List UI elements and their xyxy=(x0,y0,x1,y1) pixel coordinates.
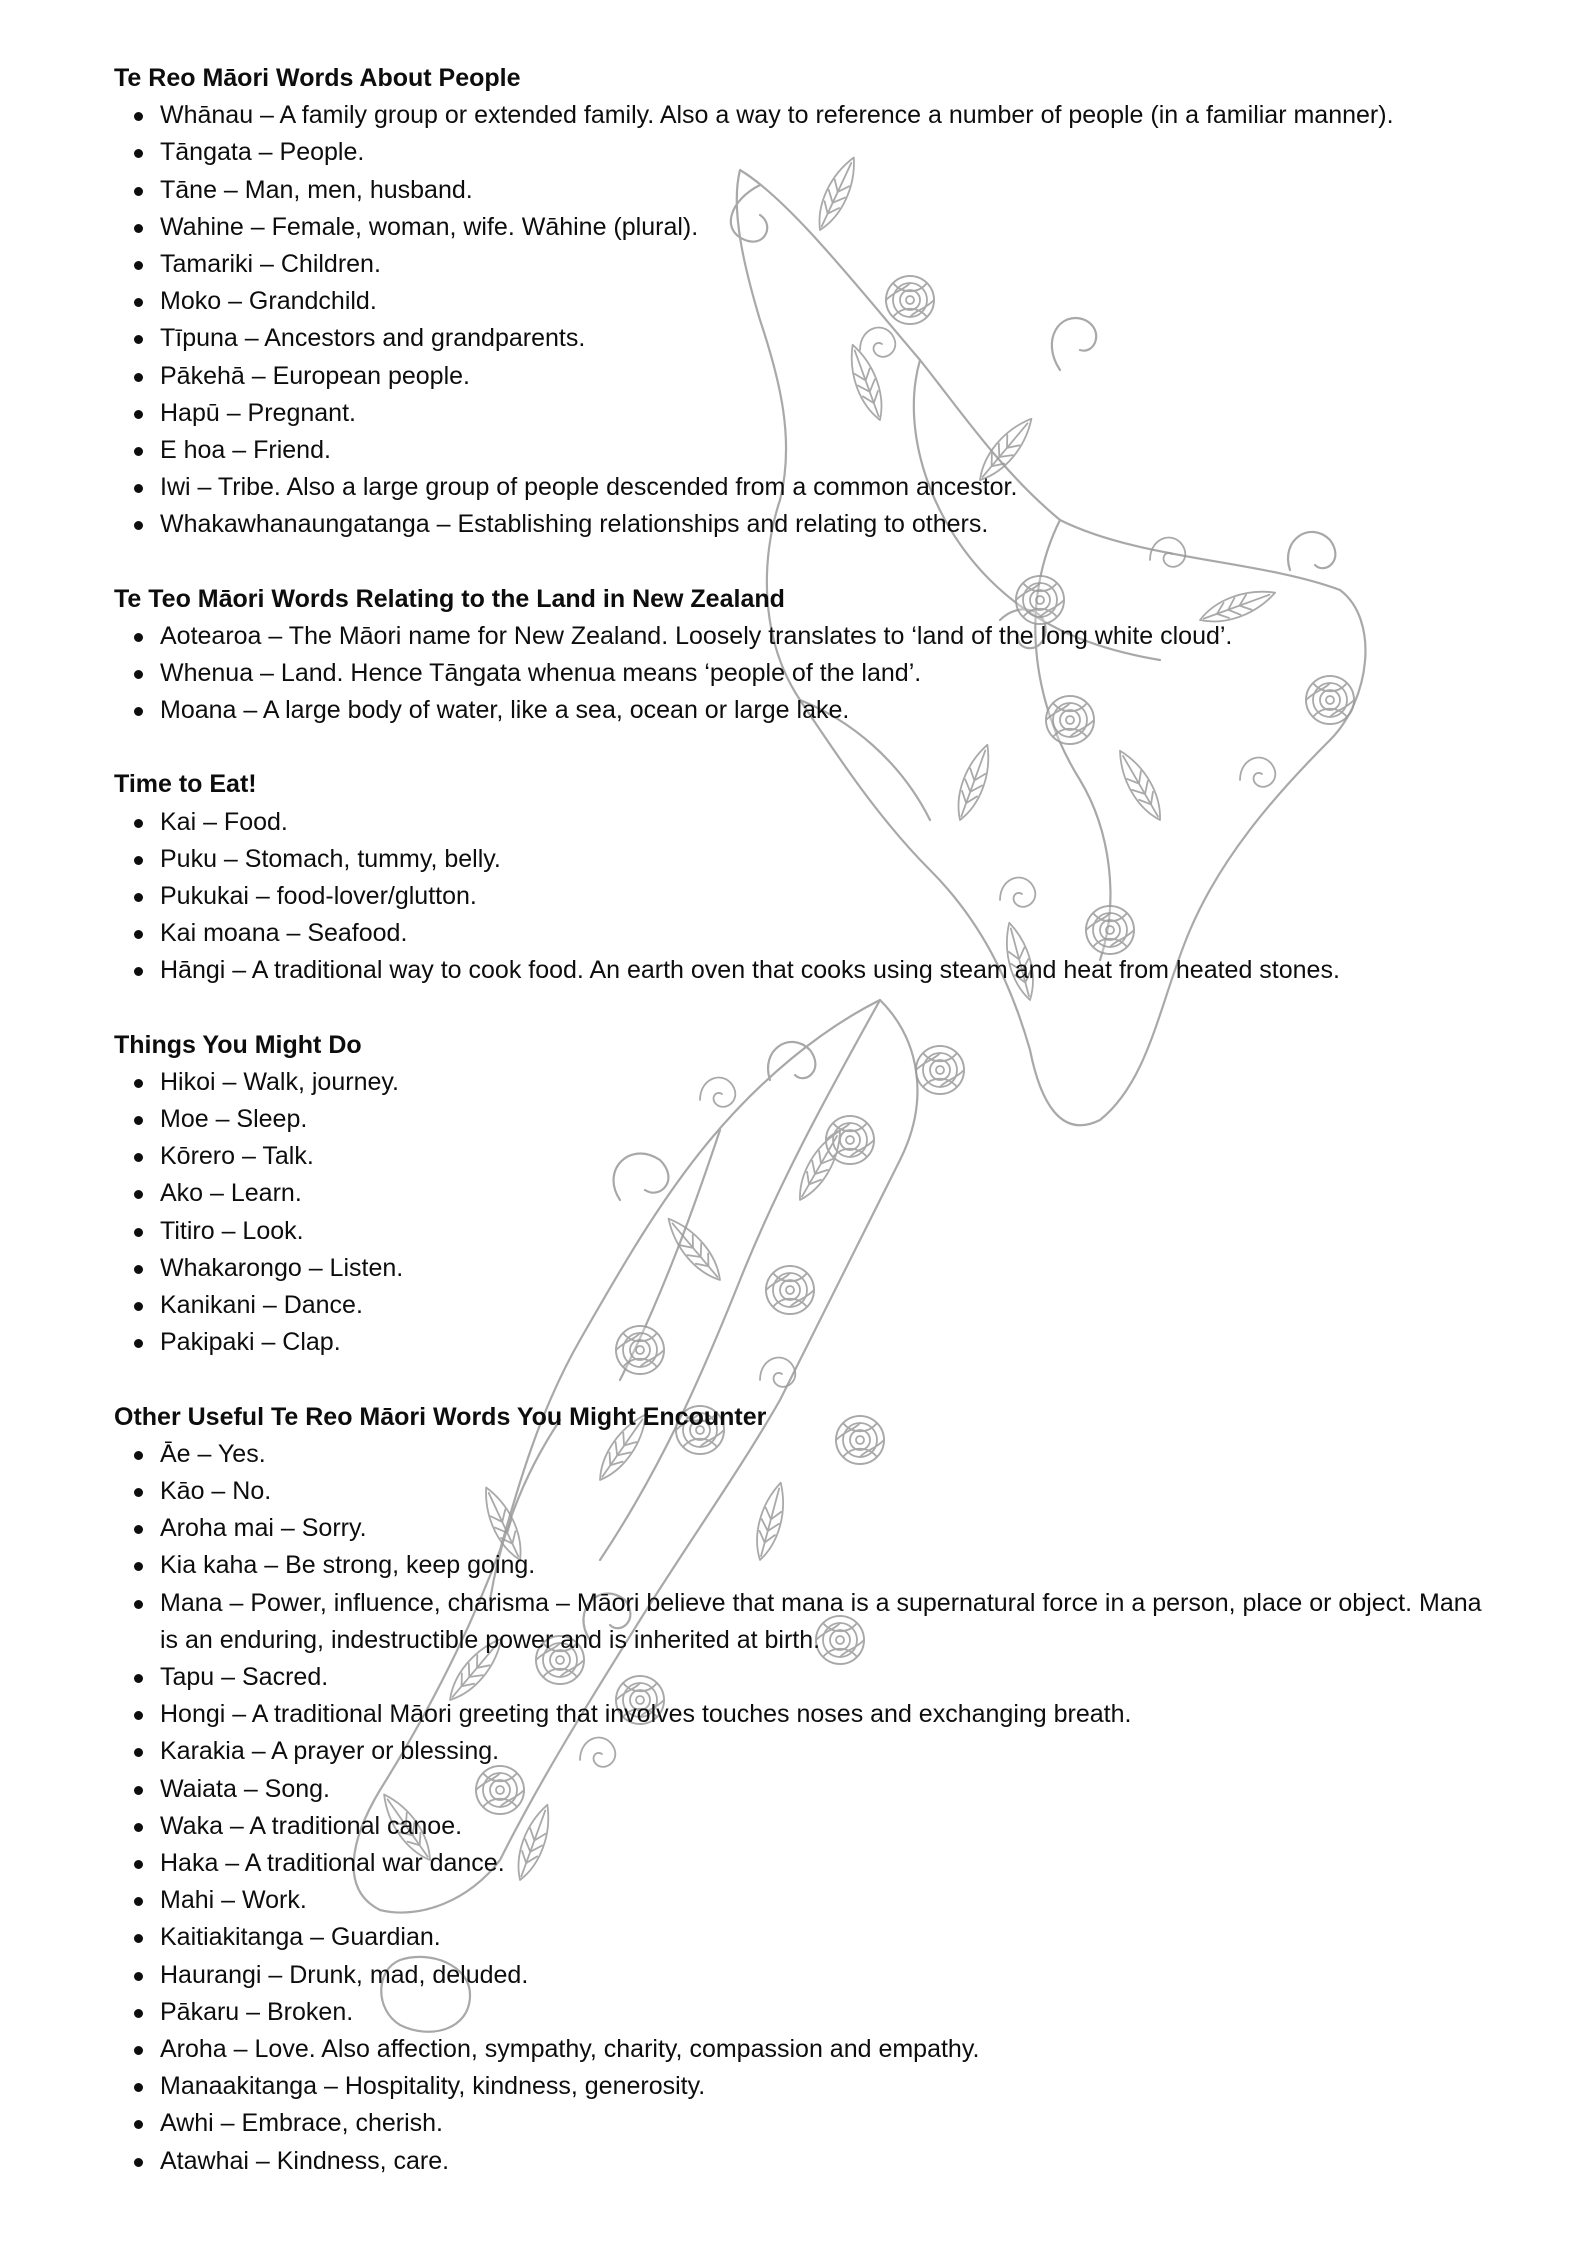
list-item xyxy=(114,804,1494,841)
list-item-text: Aroha – Love. Also affection, sympathy, charity, compassion and empathy. xyxy=(160,2034,980,2063)
bullet-icon xyxy=(134,2158,143,2167)
bullet-icon xyxy=(134,112,143,121)
list-item xyxy=(114,283,1494,320)
bullet-icon xyxy=(134,224,143,233)
list-item-text: Tapu – Sacred. xyxy=(160,1662,329,1691)
list-item xyxy=(114,134,1494,171)
list-item xyxy=(114,1436,1494,1473)
list-item-text: Aotearoa – The Māori name for New Zealand. Loosely translates to ‘land of the long white cloud’. xyxy=(160,621,1233,650)
list-item-text: Mahi – Work. xyxy=(160,1886,307,1915)
list-item xyxy=(114,1808,1494,1845)
list-item-text: Ako – Learn. xyxy=(160,1179,302,1208)
list-item-text: Whānau – A family group or extended family. Also a way to reference a number of people (in a familiar manner). xyxy=(160,101,1394,130)
list-item xyxy=(114,1957,1494,1994)
list-item xyxy=(114,1510,1494,1547)
list-item xyxy=(114,246,1494,283)
list-item xyxy=(114,469,1494,506)
list-item xyxy=(114,1324,1494,1361)
section-heading: Time to Eat! xyxy=(114,770,257,799)
list-item xyxy=(114,1064,1494,1101)
bullet-icon xyxy=(134,1228,143,1237)
bullet-icon xyxy=(134,521,143,530)
list-item-text: Moana – A large body of water, like a sea, ocean or large lake. xyxy=(160,696,850,725)
section xyxy=(114,1027,1494,1362)
list-item xyxy=(114,209,1494,246)
list-item-text: Haurangi – Drunk, mad, deluded. xyxy=(160,1960,529,1989)
bullet-icon xyxy=(134,633,143,642)
list-item xyxy=(114,1101,1494,1138)
list-item xyxy=(114,97,1494,134)
list-item-text: Iwi – Tribe. Also a large group of people descended from a common ancestor. xyxy=(160,473,1018,502)
list-item xyxy=(114,2031,1494,2068)
bullet-icon xyxy=(134,893,143,902)
list-item-text: Aroha mai – Sorry. xyxy=(160,1514,367,1543)
list-item xyxy=(114,2143,1494,2180)
section xyxy=(114,766,1494,989)
list-item xyxy=(114,1919,1494,1956)
list-item xyxy=(114,618,1494,655)
list-item xyxy=(114,1882,1494,1919)
list-item-text: E hoa – Friend. xyxy=(160,436,331,465)
bullet-icon xyxy=(134,1079,143,1088)
bullet-icon xyxy=(134,1525,143,1534)
list-item xyxy=(114,2105,1494,2142)
list-item-text: Whenua – Land. Hence Tāngata whenua means ‘people of the land’. xyxy=(160,659,922,688)
list-item-text: Wahine – Female, woman, wife. Wāhine (plural). xyxy=(160,212,699,241)
word-list xyxy=(114,1064,1494,1362)
bullet-icon xyxy=(134,707,143,716)
list-item-text: Tīpuna – Ancestors and grandparents. xyxy=(160,324,586,353)
list-item-text: Moko – Grandchild. xyxy=(160,287,377,316)
list-item xyxy=(114,1845,1494,1882)
list-item-text: Titiro – Look. xyxy=(160,1216,304,1245)
list-item xyxy=(114,395,1494,432)
word-list xyxy=(114,804,1494,990)
bullet-icon xyxy=(134,484,143,493)
list-item-text: Kia kaha – Be strong, keep going. xyxy=(160,1551,536,1580)
section-heading: Te Reo Māori Words About People xyxy=(114,64,521,92)
bullet-icon xyxy=(134,1674,143,1683)
list-item xyxy=(114,1585,1494,1659)
list-item-text: Kōrero – Talk. xyxy=(160,1142,314,1171)
bullet-icon xyxy=(134,1748,143,1757)
list-item xyxy=(114,655,1494,692)
word-list xyxy=(114,1436,1494,2180)
list-item xyxy=(114,1250,1494,1287)
list-item xyxy=(114,2068,1494,2105)
bullet-icon xyxy=(134,1488,143,1497)
word-list xyxy=(114,97,1494,543)
list-item-text: Awhi – Embrace, cherish. xyxy=(160,2109,443,2138)
bullet-icon xyxy=(134,1711,143,1720)
list-item xyxy=(114,1696,1494,1733)
bullet-icon xyxy=(134,1786,143,1795)
bullet-icon xyxy=(134,1972,143,1981)
list-item-text: Manaakitanga – Hospitality, kindness, generosity. xyxy=(160,2072,706,2101)
list-item-text: Kanikani – Dance. xyxy=(160,1291,363,1320)
bullet-icon xyxy=(134,1823,143,1832)
bullet-icon xyxy=(134,967,143,976)
bullet-icon xyxy=(134,930,143,939)
list-item-text: Pakipaki – Clap. xyxy=(160,1328,341,1357)
list-item-text: Puku – Stomach, tummy, belly. xyxy=(160,844,501,873)
list-item-text: Hapū – Pregnant. xyxy=(160,398,356,427)
list-item xyxy=(114,172,1494,209)
list-item xyxy=(114,1138,1494,1175)
bullet-icon xyxy=(134,1934,143,1943)
list-item-text: Pukukai – food-lover/glutton. xyxy=(160,882,477,911)
list-item-text: Pākaru – Broken. xyxy=(160,1997,354,2026)
bullet-icon xyxy=(134,1265,143,1274)
bullet-icon xyxy=(134,187,143,196)
list-item xyxy=(114,506,1494,543)
list-item-text: Hongi – A traditional Māori greeting that involves touches noses and exchanging breath. xyxy=(160,1700,1132,1729)
bullet-icon xyxy=(134,298,143,307)
bullet-icon xyxy=(134,1116,143,1125)
list-item-text: Karakia – A prayer or blessing. xyxy=(160,1737,500,1766)
list-item xyxy=(114,1659,1494,1696)
section xyxy=(114,60,1494,544)
word-list xyxy=(114,618,1494,730)
list-item-text: Kaitiakitanga – Guardian. xyxy=(160,1923,441,1952)
list-item xyxy=(114,841,1494,878)
list-item xyxy=(114,1287,1494,1324)
bullet-icon xyxy=(134,1190,143,1199)
bullet-icon xyxy=(134,856,143,865)
bullet-icon xyxy=(134,261,143,270)
list-item-text: Atawhai – Kindness, care. xyxy=(160,2146,450,2175)
bullet-icon xyxy=(134,2120,143,2129)
list-item xyxy=(114,1994,1494,2031)
list-item xyxy=(114,952,1494,989)
list-item-text: Tamariki – Children. xyxy=(160,250,381,279)
list-item xyxy=(114,1473,1494,1510)
list-item xyxy=(114,1771,1494,1808)
bullet-icon xyxy=(134,447,143,456)
list-item xyxy=(114,878,1494,915)
section xyxy=(114,581,1494,730)
list-item-text: Waiata – Song. xyxy=(160,1774,331,1803)
list-item xyxy=(114,1175,1494,1212)
list-item-text: Haka – A traditional war dance. xyxy=(160,1848,505,1877)
list-item xyxy=(114,692,1494,729)
bullet-icon xyxy=(134,149,143,158)
list-item-text: Tāne – Man, men, husband. xyxy=(160,175,473,204)
bullet-icon xyxy=(134,1600,143,1609)
section-heading: Te Teo Māori Words Relating to the Land in New Zealand xyxy=(114,584,785,613)
list-item xyxy=(114,320,1494,357)
list-item xyxy=(114,1547,1494,1584)
list-item-text: Mana – Power, influence, charisma – Māori believe that mana is a supernatural force in a person, place or object. Mana is an enduring, indestructible power and is inherited at birth. xyxy=(160,1588,1482,1654)
bullet-icon xyxy=(134,1451,143,1460)
list-item xyxy=(114,432,1494,469)
bullet-icon xyxy=(134,373,143,382)
section-heading: Things You Might Do xyxy=(114,1030,362,1059)
list-item xyxy=(114,1213,1494,1250)
list-item-text: Tāngata – People. xyxy=(160,138,365,167)
section-heading: Other Useful Te Reo Māori Words You Might Encounter xyxy=(114,1402,767,1431)
list-item-text: Kai moana – Seafood. xyxy=(160,919,408,948)
list-item-text: Kāo – No. xyxy=(160,1476,272,1505)
bullet-icon xyxy=(134,1562,143,1571)
bullet-icon xyxy=(134,1153,143,1162)
bullet-icon xyxy=(134,670,143,679)
list-item-text: Hāngi – A traditional way to cook food. An earth oven that cooks using steam and heat from heated stones. xyxy=(160,956,1340,985)
bullet-icon xyxy=(134,1897,143,1906)
list-item xyxy=(114,1733,1494,1770)
list-item-text: Hikoi – Walk, journey. xyxy=(160,1067,399,1096)
bullet-icon xyxy=(134,2009,143,2018)
bullet-icon xyxy=(134,1339,143,1348)
bullet-icon xyxy=(134,2083,143,2092)
list-item xyxy=(114,915,1494,952)
list-item xyxy=(114,358,1494,395)
list-item-text: Whakarongo – Listen. xyxy=(160,1253,404,1282)
bullet-icon xyxy=(134,819,143,828)
bullet-icon xyxy=(134,410,143,419)
list-item-text: Moe – Sleep. xyxy=(160,1105,308,1134)
bullet-icon xyxy=(134,2046,143,2055)
bullet-icon xyxy=(134,1860,143,1869)
word-list-document xyxy=(114,60,1494,2217)
list-item-text: Waka – A traditional canoe. xyxy=(160,1811,463,1840)
bullet-icon xyxy=(134,335,143,344)
list-item-text: Pākehā – European people. xyxy=(160,361,470,390)
bullet-icon xyxy=(134,1302,143,1311)
list-item-text: Kai – Food. xyxy=(160,807,288,836)
section xyxy=(114,1399,1494,2180)
list-item-text: Āe – Yes. xyxy=(160,1439,266,1468)
list-item-text: Whakawhanaungatanga – Establishing relationships and relating to others. xyxy=(160,510,989,539)
